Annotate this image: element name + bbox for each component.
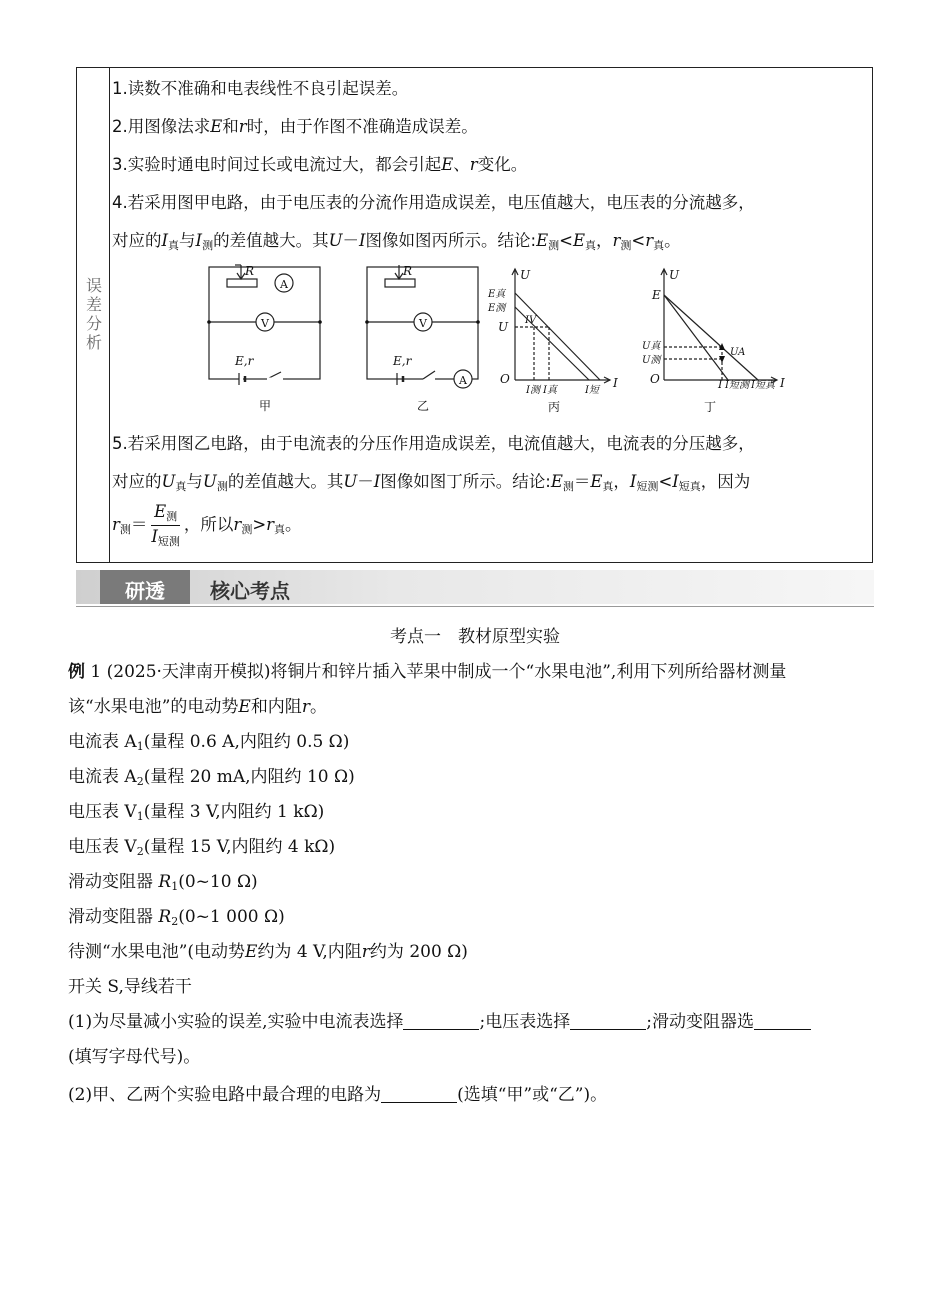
analysis-item-4-line1: 4.若采用图甲电路，由于电压表的分流作用造成误差，电压值越大，电压表的分流越多，	[112, 193, 755, 212]
fraction: $\frac{E_测}{I_{短测}}$	[151, 502, 180, 548]
bing-E-true: E真	[488, 289, 506, 300]
ding-U-true: U真	[642, 341, 661, 352]
label-R-yi: R	[403, 264, 413, 278]
label-Er-jia: E,r	[235, 354, 254, 368]
graph-ding	[661, 269, 777, 383]
bing-I-meas: I测	[526, 385, 540, 396]
ding-E: E	[652, 288, 661, 302]
ding-I: I	[718, 378, 723, 391]
example-line-2: 该“水果电池”的电动势E和内阻r。	[68, 697, 327, 717]
equipment-switch: 开关 S,导线若干	[68, 977, 192, 997]
ding-UA: UA	[730, 347, 746, 358]
side-label-cell	[77, 68, 110, 562]
question-1: (1)为尽量减小实验的误差,实验中电流表选择 ;电压表选择 ;滑动变阻器选	[68, 1007, 811, 1032]
question-1-note: (填写字母代号)。	[68, 1047, 201, 1067]
voltmeter-V-yi: V	[419, 317, 427, 330]
section-title: 考点一 教材原型实验	[390, 627, 560, 647]
equipment-ammeter-1: 电流表 $A_1$(量程 0.6 A,内阻约 0.5 Ω)	[68, 732, 350, 753]
bing-I-short: I短	[585, 385, 599, 396]
analysis-item-2: 2.用图像法求E和r时，由于作图不准确造成误差。	[112, 117, 478, 136]
figures	[195, 255, 795, 417]
ding-I-short-meas: I短测	[725, 380, 749, 391]
bing-axis-I: I	[613, 376, 618, 390]
caption-ding: 丁	[704, 400, 717, 414]
bing-IV: IV	[525, 315, 537, 326]
answer-blank-rheostat[interactable]	[754, 1012, 811, 1030]
ding-I-short-true: I短真	[751, 380, 775, 391]
analysis-item-5-line1: 5.若采用图乙电路，由于电流表的分压作用造成误差，电流值越大，电流表的分压越多，	[112, 434, 755, 453]
analysis-item-3: 3.实验时通电时间过长或电流过大，都会引起E、r变化。	[112, 155, 528, 174]
graph-bing	[512, 269, 610, 383]
equipment-rheostat-2: 滑动变阻器 $R_2(0\sim 1$ 000 Ω)	[68, 907, 285, 928]
analysis-item-1: 1.读数不准确和电表线性不良引起误差。	[112, 79, 409, 98]
analysis-item-4-line2: 对应的$I_真$与$I_测$的差值越大。其U－I图像如图丙所示。结论$:E_测<E_真$，$r_测<r_真$。	[112, 231, 681, 252]
bing-U: U	[498, 320, 509, 334]
label-R-jia: R	[245, 264, 255, 278]
ding-axis-U: U	[669, 268, 680, 282]
equipment-battery: 待测“水果电池”(电动势E约为 4 V,内阻r约为 200 Ω)	[68, 942, 468, 962]
ammeter-A-yi: A	[459, 374, 467, 387]
ding-U-meas: U测	[642, 355, 661, 366]
bing-axis-U: U	[520, 268, 531, 282]
caption-jia: 甲	[259, 399, 272, 413]
equipment-ammeter-2: 电流表 $A_2$(量程 20 mA,内阻约 10 Ω)	[68, 767, 355, 788]
answer-blank-voltmeter[interactable]	[570, 1012, 646, 1030]
question-2: (2)甲、乙两个实验电路中最合理的电路为 (选填“甲”或“乙”)。	[68, 1085, 608, 1105]
banner-tag: 研透	[100, 570, 190, 604]
label-Er-yi: E,r	[393, 354, 412, 368]
ding-origin: O	[650, 372, 660, 386]
voltmeter-V-jia: V	[261, 317, 269, 330]
bing-I-true: I真	[543, 385, 557, 396]
analysis-item-5-line2: 对应的$U_真$与$U_测$的差值越大。其U－I图像如图丁所示。结论$:E_测=E_真$，$I_{短测}<I_{短真}$，因为	[112, 472, 751, 493]
equipment-voltmeter-1: 电压表 $V_1$(量程 3 V,内阻约 1 kΩ)	[68, 802, 325, 823]
banner-title: 核心考点	[210, 579, 290, 603]
analysis-item-5-line3: $r_测=$ $\frac{E_测}{I_{短测}}$ ，所以$r_测>r_真$。	[112, 502, 302, 548]
ammeter-A-jia: A	[280, 278, 288, 291]
equipment-voltmeter-2: 电压表 $V_2$(量程 15 V,内阻约 4 kΩ)	[68, 837, 336, 858]
side-label: 误差分析	[85, 276, 102, 352]
bing-E-meas: E测	[488, 303, 506, 314]
section-banner	[76, 570, 874, 604]
answer-blank-circuit[interactable]	[381, 1085, 457, 1103]
example-line-1: 例 1 (2025·天津南开模拟)将铜片和锌片插入苹果中制成一个“水果电池”,利用下列所给器材测量	[68, 662, 787, 682]
caption-yi: 乙	[417, 399, 430, 413]
caption-bing: 丙	[548, 400, 561, 414]
equipment-rheostat-1: 滑动变阻器 $R_1(0\sim 10$ Ω)	[68, 872, 258, 893]
answer-blank-ammeter[interactable]	[403, 1012, 479, 1030]
bing-origin: O	[500, 372, 510, 386]
ding-axis-I: I	[780, 376, 785, 390]
